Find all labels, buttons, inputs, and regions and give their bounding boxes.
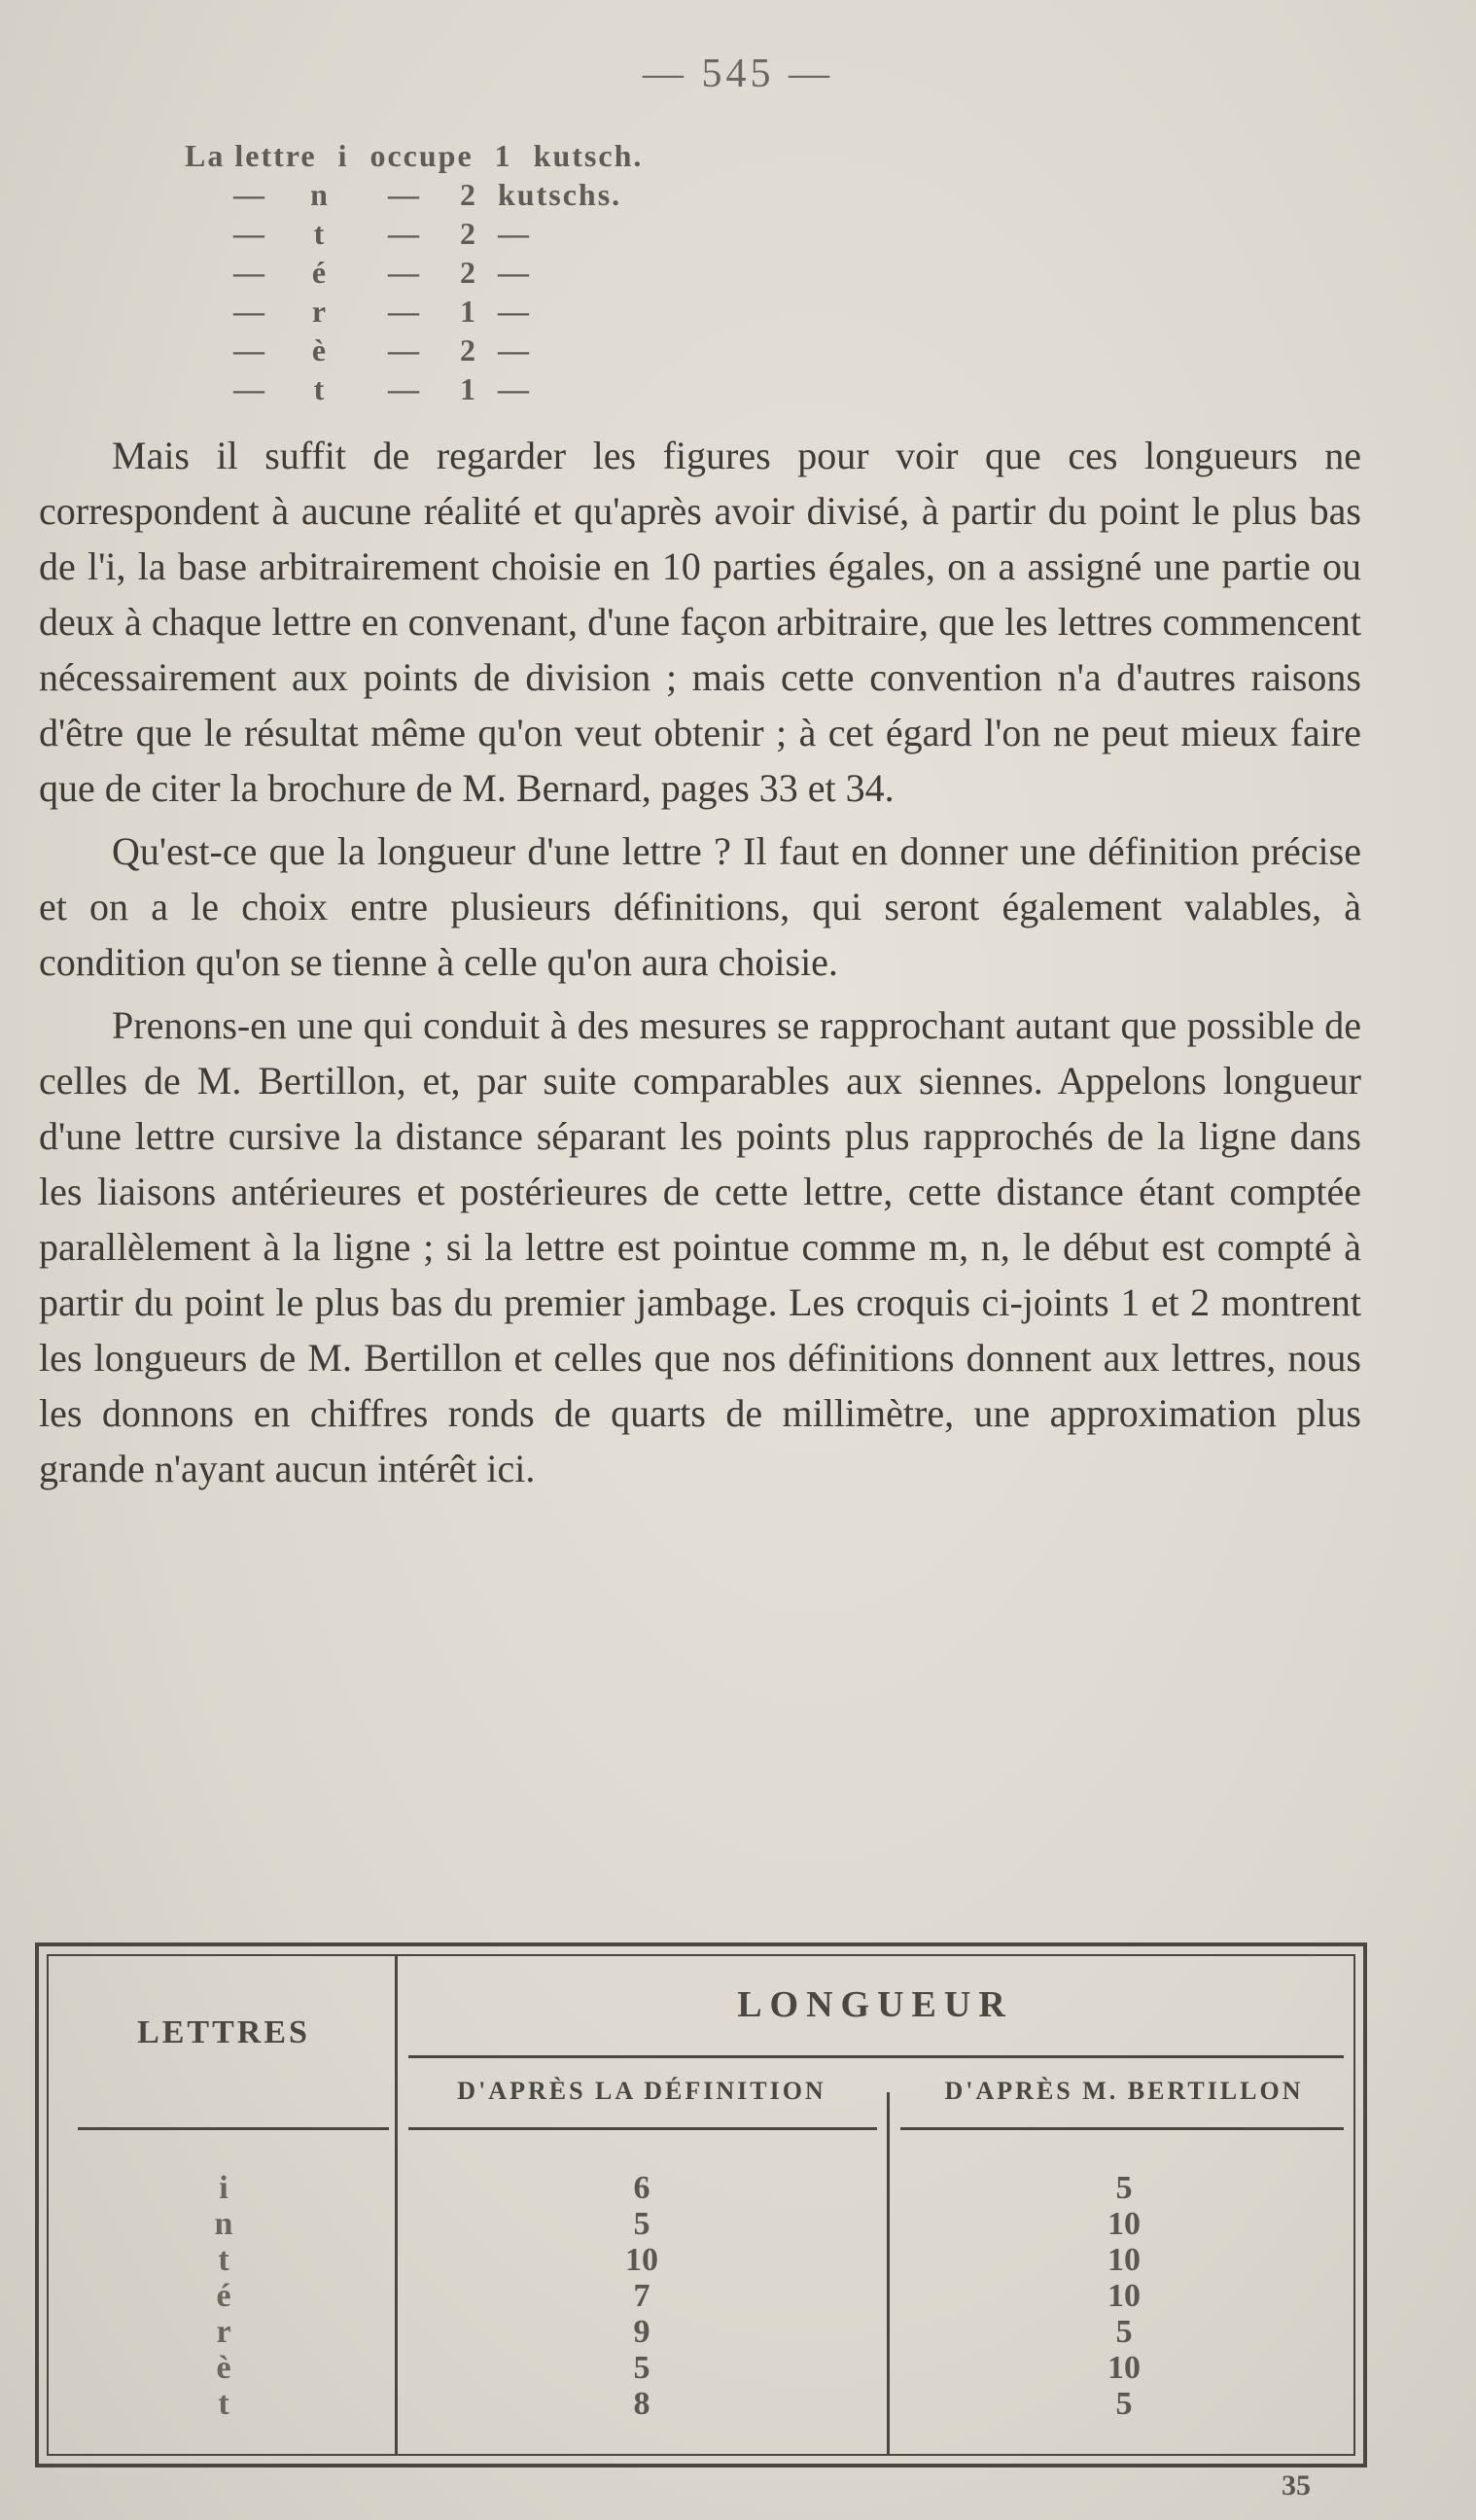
kutsch-unit: — [498, 371, 531, 406]
kutsch-dash: — [233, 255, 266, 290]
kutsch-count: 1 [494, 138, 512, 173]
kutsch-count: 1 [460, 371, 477, 406]
kutsch-row-first [185, 136, 643, 175]
table-cell-value: 5 [1115, 2386, 1133, 2422]
kutsch-dash: — [233, 332, 266, 368]
paragraph: Qu'est-ce que la longueur d'une lettre ? Il faut en donner une définition précise et on a le choix entre plusieurs définitions, qui seront également valables, à condition qu'on se tienne à celle qu'on aura choisie. [39, 829, 1361, 984]
kutsch-count: 1 [460, 294, 477, 329]
table-cell-value: 10 [625, 2242, 658, 2278]
kutsch-unit: kutschs. [498, 177, 622, 212]
paragraph: Prenons-en une qui conduit à des mesures se rapprochant autant que possible de celles de M. Bertillon, et, par suite comparables aux siennes. Appelons longueur d'une lettre cursive la distance séparant les points plus rapprochés de la ligne dans les liaisons antérieures et postérieures de cette lettre, cette distance étant comptée parallèlement à la ligne ; si la lettre est pointue comme m, n, le début est compté à partir du point le plus bas du premier jambage. Les croquis ci-joints 1 et 2 montrent les longueurs de M. Bertillon et celles que nos définitions donnent aux lettres, nous les donnons en chiffres ronds de quarts de millimètre, une approximation plus grande n'ayant aucun intérêt ici. [39, 1003, 1361, 1490]
kutsch-unit: — [498, 216, 531, 251]
table-cell-letter: t [218, 2242, 229, 2278]
table-cell-value: 7 [633, 2278, 650, 2314]
kutsch-dash: — [233, 371, 266, 406]
table-cell-value: 8 [633, 2386, 650, 2422]
table-cell-value: 9 [633, 2314, 650, 2350]
kutsch-row [185, 292, 643, 331]
kutsch-count: 2 [460, 255, 477, 290]
kutsch-dash: — [233, 177, 266, 212]
table-cell-value: 10 [1107, 2350, 1141, 2386]
kutsch-letter: n [310, 177, 330, 212]
table-cell-letter: r [216, 2314, 231, 2350]
table-cell-letter: n [214, 2206, 233, 2242]
kutsch-unit: — [498, 294, 531, 329]
kutsch-letter: r [311, 294, 329, 329]
header-rule [900, 2127, 1344, 2130]
header-rule [408, 2127, 877, 2130]
header-longueur: LONGUEUR [737, 1984, 1013, 2025]
kutsch-dash: — [233, 294, 266, 329]
table-cell-value: 10 [1107, 2206, 1141, 2242]
definition-column [399, 2170, 885, 2422]
header-definition: D'APRÈS LA DÉFINITION [457, 2077, 826, 2105]
column-divider [395, 1956, 398, 2454]
table-cell-value: 5 [633, 2350, 650, 2386]
table-cell-value: 6 [633, 2170, 650, 2206]
letters-column [58, 2170, 389, 2422]
kutsch-count: 2 [460, 216, 477, 251]
paragraph: Mais il suffit de regarder les figures pour voir que ces longueurs ne correspondent à aucune réalité et qu'après avoir divisé, à partir du point le plus bas de l'i, la base arbitrairement choisie en 10 parties égales, on a assigné une partie ou deux à chaque lettre en convenant, d'une façon arbitraire, que les lettres commencent nécessairement aux points de division ; mais cette convention n'a d'autres raisons d'être que le résultat même qu'on veut obtenir ; à cet égard l'on ne peut mieux faire que de citer la brochure de M. Bernard, pages 33 et 34. [39, 434, 1361, 810]
kutsch-row [185, 214, 643, 253]
kutsch-prefix: La lettre [185, 138, 317, 173]
length-table [35, 1942, 1367, 2468]
kutsch-row [185, 331, 643, 369]
kutsch-row [185, 369, 643, 408]
table-cell-letter: è [216, 2350, 231, 2386]
kutsch-dash: — [233, 216, 266, 251]
kutsch-verb: occupe [369, 138, 474, 173]
kutsch-unit: — [498, 255, 531, 290]
kutsch-count: 2 [460, 177, 477, 212]
kutsch-dash: — [388, 177, 421, 212]
body-text [39, 428, 1361, 1496]
table-cell-value: 5 [1115, 2170, 1133, 2206]
kutsch-dash: — [388, 255, 421, 290]
kutsch-dash: — [388, 371, 421, 406]
header-rule [408, 2055, 1344, 2058]
signature-mark: 35 [1282, 2469, 1311, 2502]
bertillon-column [891, 2170, 1357, 2422]
table-cell-letter: i [219, 2170, 228, 2206]
kutsch-letter: é [311, 255, 329, 290]
table-cell-value: 5 [633, 2206, 650, 2242]
kutsch-letter: i [337, 138, 349, 173]
kutsch-dash: — [388, 294, 421, 329]
kutsch-list [185, 136, 643, 408]
column-divider [887, 2092, 890, 2454]
table-cell-value: 5 [1115, 2314, 1133, 2350]
kutsch-dash: — [388, 332, 421, 368]
header-rule [78, 2127, 389, 2130]
kutsch-unit: — [498, 332, 531, 368]
page-number: — 545 — [643, 52, 833, 96]
table-cell-letter: t [218, 2386, 229, 2422]
header-bertillon: D'APRÈS M. BERTILLON [944, 2077, 1304, 2105]
kutsch-letter: è [311, 332, 329, 368]
header-letters: LETTRES [137, 2014, 310, 2050]
kutsch-row [185, 175, 643, 214]
kutsch-letter: t [313, 216, 327, 251]
kutsch-unit: kutsch. [533, 138, 644, 173]
kutsch-row [185, 253, 643, 292]
table-cell-value: 10 [1107, 2278, 1141, 2314]
kutsch-count: 2 [460, 332, 477, 368]
kutsch-dash: — [388, 216, 421, 251]
table-cell-letter: é [216, 2278, 231, 2314]
table-cell-value: 10 [1107, 2242, 1141, 2278]
kutsch-letter: t [313, 371, 327, 406]
